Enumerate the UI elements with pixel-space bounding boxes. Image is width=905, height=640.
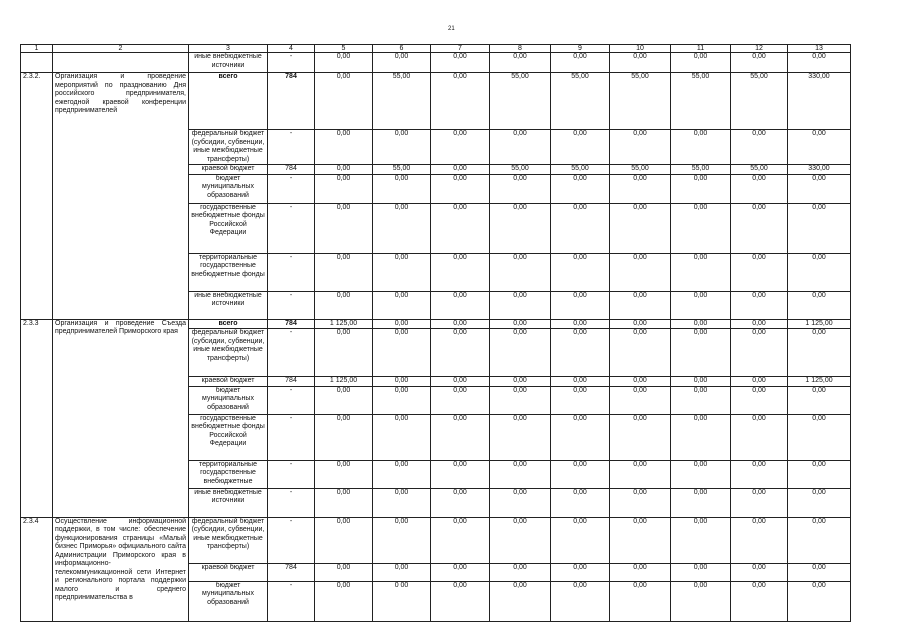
amount-cell: 0,00 [788, 130, 851, 165]
amount-cell: 0,00 [431, 73, 490, 130]
amount-cell: 0,00 [671, 488, 731, 517]
amount-cell: 0,00 [490, 386, 551, 414]
grbs-code-cell: - [268, 517, 315, 563]
amount-cell: 0,00 [671, 581, 731, 621]
amount-cell: 0,00 [551, 174, 610, 203]
amount-cell: 0,00 [490, 253, 551, 291]
amount-cell: 0,00 [610, 319, 671, 329]
grbs-code-cell: 784 [268, 377, 315, 387]
amount-cell: 0,00 [610, 377, 671, 387]
amount-cell: 0,00 [671, 319, 731, 329]
amount-cell: 0,00 [551, 329, 610, 377]
amount-cell: 0,00 [610, 174, 671, 203]
amount-cell: 0,00 [490, 130, 551, 165]
amount-cell: 0,00 [731, 377, 788, 387]
amount-cell: 0,00 [788, 517, 851, 563]
amount-cell: 0,00 [551, 386, 610, 414]
amount-cell: 0,00 [373, 130, 431, 165]
amount-cell: 0,00 [373, 414, 431, 460]
header-cell: 6 [373, 45, 431, 53]
funding-source-cell: территориальные государственные внебюджетные [189, 460, 268, 488]
amount-cell: 0,00 [490, 488, 551, 517]
amount-cell: 55,00 [731, 73, 788, 130]
amount-cell: 0,00 [431, 460, 490, 488]
amount-cell: 0,00 [490, 53, 551, 73]
table-row [21, 53, 851, 73]
amount-cell: 55,00 [610, 73, 671, 130]
amount-cell: 0,00 [788, 460, 851, 488]
amount-cell: 0,00 [731, 174, 788, 203]
header-cell: 1 [21, 45, 53, 53]
grbs-code-cell: - [268, 174, 315, 203]
amount-cell: 0,00 [731, 53, 788, 73]
amount-cell: 0,00 [373, 253, 431, 291]
amount-cell: 0,00 [551, 563, 610, 581]
amount-cell: 0,00 [731, 563, 788, 581]
grbs-code-cell: - [268, 203, 315, 253]
funding-source-cell: всего [189, 319, 268, 329]
amount-cell: 0,00 [490, 563, 551, 581]
amount-cell: 0,00 [431, 488, 490, 517]
amount-cell: 0,00 [315, 386, 373, 414]
header-cell: 11 [671, 45, 731, 53]
header-cell: 8 [490, 45, 551, 53]
amount-cell: 0,00 [788, 386, 851, 414]
amount-cell: 0,00 [373, 291, 431, 319]
amount-cell: 0,00 [490, 517, 551, 563]
amount-cell: 0,00 [610, 291, 671, 319]
amount-cell: 0,00 [490, 174, 551, 203]
amount-cell: 0,00 [671, 517, 731, 563]
amount-cell: 0,00 [610, 517, 671, 563]
amount-cell: 55,00 [671, 73, 731, 130]
funding-source-cell: федеральный бюджет (субсидии, субвенции, иные межбюджетные трансферты) [189, 329, 268, 377]
amount-cell: 0,00 [490, 414, 551, 460]
amount-cell: 0,00 [315, 488, 373, 517]
amount-cell: 0,00 [490, 203, 551, 253]
amount-cell: 0,00 [610, 203, 671, 253]
amount-cell: 0,00 [551, 319, 610, 329]
amount-cell: 0,00 [551, 460, 610, 488]
amount-cell: 0,00 [490, 329, 551, 377]
grbs-code-cell: 784 [268, 563, 315, 581]
funding-source-cell: государственные внебюджетные фонды Российской Федерации [189, 414, 268, 460]
header-cell: 13 [788, 45, 851, 53]
row-name-cell: Осуществление информационной поддержки, в том числе: обеспечение функционирования страницы «Малый бизнес Приморья» официального сайта Администрации Приморского края в информационно-телекоммуникационной сети Интернет и регионального портала поддержки малого и среднего предпринимательства в [53, 517, 189, 621]
header-cell: 12 [731, 45, 788, 53]
amount-cell: 55,00 [731, 165, 788, 175]
funding-source-cell: иные внебюджетные источники [189, 53, 268, 73]
amount-cell: 0,00 [490, 581, 551, 621]
amount-cell: 55,00 [671, 165, 731, 175]
amount-cell: 0,00 [788, 53, 851, 73]
amount-cell: 0,00 [731, 130, 788, 165]
amount-cell: 0,00 [551, 581, 610, 621]
grbs-code-cell: 784 [268, 165, 315, 175]
header-cell: 2 [53, 45, 189, 53]
amount-cell: 0,00 [373, 460, 431, 488]
amount-cell: 0,00 [788, 414, 851, 460]
amount-cell: 0,00 [431, 253, 490, 291]
amount-cell: 0,00 [315, 563, 373, 581]
amount-cell: 1 125,00 [788, 377, 851, 387]
amount-cell: 0,00 [671, 203, 731, 253]
amount-cell: 0,00 [671, 130, 731, 165]
amount-cell: 0,00 [671, 53, 731, 73]
amount-cell: 0,00 [373, 386, 431, 414]
amount-cell: 0,00 [431, 53, 490, 73]
amount-cell: 0,00 [610, 460, 671, 488]
amount-cell: 0,00 [315, 414, 373, 460]
amount-cell: 0,00 [315, 174, 373, 203]
grbs-code-cell: - [268, 329, 315, 377]
amount-cell: 55,00 [610, 165, 671, 175]
header-cell: 9 [551, 45, 610, 53]
header-cell: 3 [189, 45, 268, 53]
amount-cell: 0,00 [731, 319, 788, 329]
amount-cell: 0,00 [731, 414, 788, 460]
amount-cell: 0,00 [610, 253, 671, 291]
amount-cell: 0,00 [431, 377, 490, 387]
amount-cell: 0,00 [315, 517, 373, 563]
amount-cell: 0,00 [671, 414, 731, 460]
amount-cell: 0,00 [490, 291, 551, 319]
amount-cell: 1 125,00 [315, 377, 373, 387]
grbs-code-cell: - [268, 460, 315, 488]
header-cell: 7 [431, 45, 490, 53]
amount-cell: 0,00 [315, 165, 373, 175]
funding-source-cell: федеральный бюджет (субсидии, субвенции, иные межбюджетные трансферты) [189, 517, 268, 563]
amount-cell: 0,00 [315, 460, 373, 488]
amount-cell: 0,00 [373, 53, 431, 73]
amount-cell: 0,00 [671, 253, 731, 291]
amount-cell: 0,00 [373, 563, 431, 581]
header-cell: 10 [610, 45, 671, 53]
amount-cell: 0,00 [610, 563, 671, 581]
amount-cell: 0,00 [671, 291, 731, 319]
amount-cell: 0,00 [788, 488, 851, 517]
funding-source-cell: бюджет муниципальных образований [189, 581, 268, 621]
amount-cell: 0,00 [731, 517, 788, 563]
amount-cell: 0,00 [315, 253, 373, 291]
amount-cell: 0,00 [315, 73, 373, 130]
amount-cell: 0,00 [551, 203, 610, 253]
funding-source-cell: государственные внебюджетные фонды Российской Федерации [189, 203, 268, 253]
amount-cell: 0,00 [431, 203, 490, 253]
amount-cell: 0,00 [671, 563, 731, 581]
header-cell: 4 [268, 45, 315, 53]
amount-cell: 0,00 [671, 460, 731, 488]
row-code-cell: 2.3.3 [21, 319, 53, 517]
amount-cell: 0,00 [671, 377, 731, 387]
amount-cell: 0,00 [551, 377, 610, 387]
amount-cell: 0,00 [731, 460, 788, 488]
amount-cell: 55,00 [373, 73, 431, 130]
grbs-code-cell: - [268, 386, 315, 414]
budget-table [20, 44, 851, 622]
funding-source-cell: краевой бюджет [189, 377, 268, 387]
amount-cell: 1 125,00 [315, 319, 373, 329]
amount-cell: 0,00 [431, 563, 490, 581]
amount-cell: 0,00 [788, 174, 851, 203]
grbs-code-cell: - [268, 581, 315, 621]
amount-cell: 0,00 [431, 291, 490, 319]
table-body [21, 45, 851, 622]
row-name-cell: Организация и проведение Съезда предпринимателей Приморского края [53, 319, 189, 517]
amount-cell: 0,00 [788, 253, 851, 291]
amount-cell: 55,00 [551, 165, 610, 175]
amount-cell: 0,00 [551, 130, 610, 165]
amount-cell: 0,00 [551, 291, 610, 319]
header-row [21, 45, 851, 53]
funding-source-cell: бюджет муниципальных образований [189, 386, 268, 414]
funding-source-cell: краевой бюджет [189, 165, 268, 175]
amount-cell: 0,00 [315, 130, 373, 165]
funding-source-cell: иные внебюджетные источники [189, 488, 268, 517]
amount-cell: 1 125,00 [788, 319, 851, 329]
funding-source-cell: краевой бюджет [189, 563, 268, 581]
amount-cell: 0,00 [315, 291, 373, 319]
amount-cell: 0,00 [431, 517, 490, 563]
amount-cell: 0,00 [551, 488, 610, 517]
grbs-code-cell: - [268, 53, 315, 73]
grbs-code-cell: 784 [268, 73, 315, 130]
amount-cell: 0,00 [671, 386, 731, 414]
grbs-code-cell: - [268, 253, 315, 291]
row-name-cell: Организация и проведение мероприятий по празднованию Дня российского предпринимателя, ежегодной краевой конференции предпринимателей [53, 73, 189, 320]
amount-cell: 0,00 [315, 329, 373, 377]
amount-cell: 0,00 [610, 488, 671, 517]
page-number: 21 [448, 26, 455, 32]
amount-cell: 0,00 [373, 203, 431, 253]
amount-cell: 0,00 [551, 253, 610, 291]
amount-cell: 0,00 [551, 53, 610, 73]
funding-source-cell: федеральный бюджет (субсидии, субвенции, иные межбюджетные трансферты) [189, 130, 268, 165]
amount-cell: 0 00 [373, 581, 431, 621]
grbs-code-cell: 784 [268, 319, 315, 329]
grbs-code-cell: - [268, 414, 315, 460]
amount-cell: 0,00 [431, 174, 490, 203]
amount-cell: 55,00 [551, 73, 610, 130]
amount-cell: 0,00 [490, 319, 551, 329]
amount-cell: 0,00 [788, 291, 851, 319]
amount-cell: 0,00 [373, 517, 431, 563]
amount-cell: 330,00 [788, 165, 851, 175]
amount-cell: 0,00 [551, 517, 610, 563]
row-code-cell: 2.3.2. [21, 73, 53, 320]
amount-cell: 0,00 [431, 165, 490, 175]
amount-cell: 0,00 [373, 174, 431, 203]
grbs-code-cell: - [268, 488, 315, 517]
amount-cell: 0,00 [731, 488, 788, 517]
amount-cell: 0,00 [731, 329, 788, 377]
amount-cell: 0,00 [788, 329, 851, 377]
amount-cell: 0,00 [731, 203, 788, 253]
row-code-cell: 2.3.4 [21, 517, 53, 621]
amount-cell: 0,00 [431, 130, 490, 165]
amount-cell: 0,00 [373, 488, 431, 517]
amount-cell: 0,00 [490, 460, 551, 488]
amount-cell: 0,00 [373, 319, 431, 329]
amount-cell: 0,00 [373, 377, 431, 387]
amount-cell: 0,00 [671, 329, 731, 377]
amount-cell: 0,00 [731, 581, 788, 621]
amount-cell: 0,00 [551, 414, 610, 460]
amount-cell: 0,00 [431, 386, 490, 414]
amount-cell: 0,00 [788, 203, 851, 253]
amount-cell: 0,00 [315, 203, 373, 253]
amount-cell: 0,00 [610, 53, 671, 73]
grbs-code-cell: - [268, 130, 315, 165]
amount-cell: 0,00 [315, 53, 373, 73]
table-row [21, 319, 851, 329]
amount-cell: 55,00 [373, 165, 431, 175]
amount-cell: 0,00 [671, 174, 731, 203]
amount-cell: 0,00 [431, 329, 490, 377]
amount-cell: 0,00 [610, 414, 671, 460]
funding-source-cell: территориальные государственные внебюджетные фонды [189, 253, 268, 291]
amount-cell: 0,00 [788, 563, 851, 581]
funding-source-cell: иные внебюджетные источники [189, 291, 268, 319]
amount-cell: 0,00 [610, 329, 671, 377]
amount-cell: 0,00 [490, 377, 551, 387]
amount-cell: 0,00 [373, 329, 431, 377]
amount-cell: 0,00 [610, 581, 671, 621]
header-cell: 5 [315, 45, 373, 53]
amount-cell: 0,00 [431, 581, 490, 621]
amount-cell: 330,00 [788, 73, 851, 130]
funding-source-cell: всего [189, 73, 268, 130]
amount-cell: 0,00 [315, 581, 373, 621]
table-row [21, 73, 851, 130]
amount-cell: 55,00 [490, 165, 551, 175]
amount-cell: 55,00 [490, 73, 551, 130]
grbs-code-cell: - [268, 291, 315, 319]
amount-cell: 0,00 [431, 319, 490, 329]
amount-cell: 0,00 [788, 581, 851, 621]
row-name-cell [53, 53, 189, 73]
amount-cell: 0,00 [610, 130, 671, 165]
amount-cell: 0,00 [731, 291, 788, 319]
funding-source-cell: бюджет муниципальных образований [189, 174, 268, 203]
amount-cell: 0,00 [731, 253, 788, 291]
amount-cell: 0,00 [731, 386, 788, 414]
row-code-cell [21, 53, 53, 73]
table-row [21, 517, 851, 563]
amount-cell: 0,00 [431, 414, 490, 460]
amount-cell: 0,00 [610, 386, 671, 414]
